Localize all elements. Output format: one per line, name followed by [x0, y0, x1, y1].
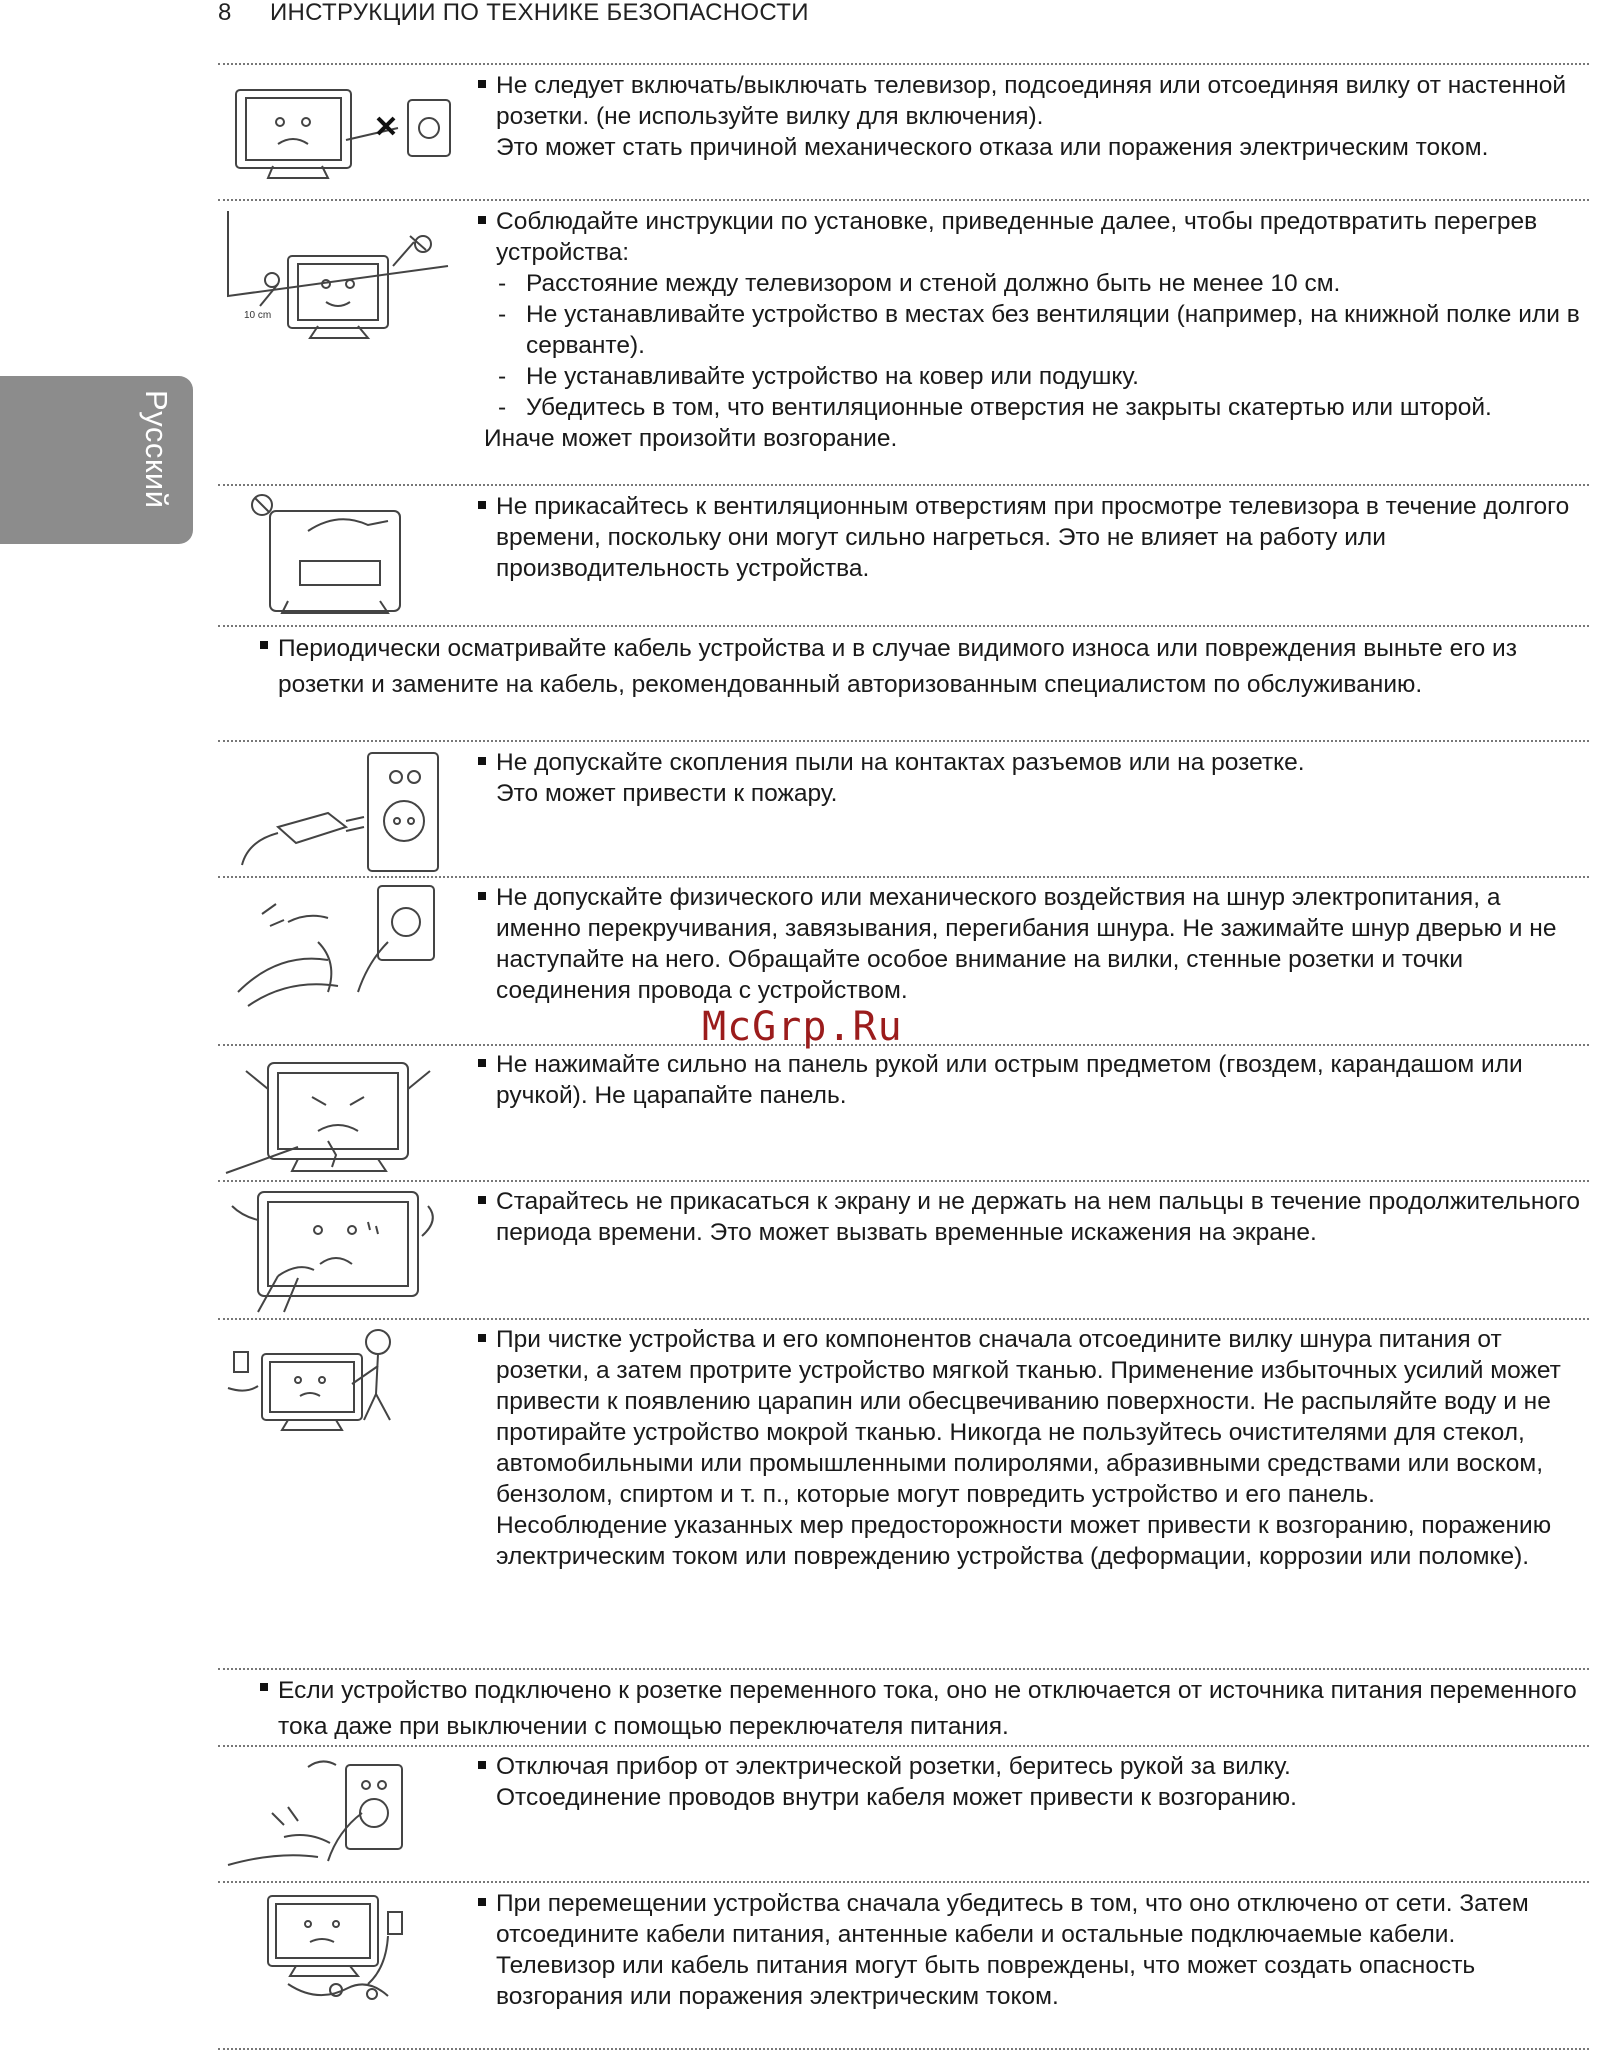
unplug-illustration — [218, 1751, 458, 1879]
item-paragraph: Периодически осматривайте кабель устройства и в случае видимого износа или повреждения выньте его из розетки и замените на кабель, рекомендованный авторизованным специалистом по обслуживанию. — [258, 631, 1589, 703]
item-paragraph: Не допускайте физического или механического воздействия на шнур электропитания, а именно перекручивания, завязывания, перегибания шнура. Не зажимайте шнур дверью и не наступайте на него. Обращайте особое внимание на вилки, стенные розетки и точки соединения провода с устройством. — [476, 882, 1589, 1006]
safety-item — [218, 1751, 1589, 1879]
item-paragraph: Не допускайте скопления пыли на контактах разъемов или на розетке. — [476, 747, 1589, 778]
page-title: ИНСТРУКЦИИ ПО ТЕХНИКЕ БЕЗОПАСНОСТИ — [270, 0, 809, 26]
language-tab — [0, 376, 193, 544]
separator — [218, 1318, 1589, 1320]
safety-item — [218, 1186, 1589, 1316]
safety-item — [218, 70, 1589, 195]
safety-item — [218, 1049, 1589, 1179]
safety-item — [218, 1673, 1589, 1745]
tv-ventilation-illustration — [218, 206, 458, 346]
item-text — [476, 1186, 1589, 1248]
item-paragraph: Соблюдайте инструкции по установке, приведенные далее, чтобы предотвратить перегрев устройства: — [476, 206, 1589, 268]
item-paragraph: Если устройство подключено к розетке переменного тока, оно не отключается от источника питания переменного тока даже при выключении с помощью переключателя питания. — [258, 1673, 1589, 1745]
separator — [218, 1668, 1589, 1670]
item-paragraph: Иначе может произойти возгорание. — [484, 425, 898, 452]
separator — [218, 625, 1589, 627]
safety-item — [218, 206, 1589, 481]
separator — [218, 740, 1589, 742]
safety-item — [218, 882, 1589, 1042]
item-paragraph: При чистке устройства и его компонентов сначала отсоедините вилку шнура питания от розетки, а затем протрите устройство мягкой тканью. Применение избыточных усилий может привести к появлению царапин или обесцвечиванию поверхности. Не распыляйте воду и не протирайте устройство мокрой тканью. Никогда не пользуйтесь очистителями для стекол, автомобильными или промышленными полиролями, абразивными средствами или воском, бензолом, спиртом и т. п., которые могут повредить устройство и его панель. — [476, 1324, 1589, 1510]
item-text — [258, 631, 1589, 703]
item-paragraph: Старайтесь не прикасаться к экрану и не держать на нем пальцы в течение продолжительного периода времени. Это может вызвать временные искажения на экране. — [476, 1186, 1589, 1248]
watermark: McGrp.Ru — [702, 1004, 903, 1050]
item-paragraph: Несоблюдение указанных мер предосторожности может привести к возгоранию, поражению электрическим током или повреждению устройства (деформации, коррозии или поломке). — [496, 1512, 1552, 1570]
item-text — [476, 1751, 1589, 1813]
item-paragraph: Это может стать причиной механического отказа или поражения электрическим током. — [496, 134, 1489, 161]
separator — [218, 199, 1589, 201]
tv-plug-illustration — [218, 70, 458, 190]
safety-item — [218, 491, 1589, 621]
item-text — [476, 882, 1589, 1006]
safety-item — [218, 747, 1589, 875]
separator — [218, 1180, 1589, 1182]
moving-tv-illustration — [218, 1888, 458, 2008]
item-text — [476, 491, 1589, 584]
item-paragraph: Не следует включать/выключать телевизор, подсоединяя или отсоединяя вилку от настенной розетки. (не используйте вилку для включения). — [476, 70, 1589, 132]
item-text — [476, 747, 1589, 809]
item-paragraph: Телевизор или кабель питания могут быть повреждены, что может создать опасность возгорания или поражения электрическим током. — [496, 1952, 1476, 2010]
cleaning-illustration — [218, 1324, 458, 1454]
item-paragraph: Не нажимайте сильно на панель рукой или острым предметом (гвоздем, карандашом или ручкой). Не царапайте панель. — [476, 1049, 1589, 1111]
item-text — [476, 206, 1589, 454]
safety-item — [218, 1888, 1589, 2046]
page-header — [218, 0, 809, 26]
separator — [218, 876, 1589, 878]
clearance-label: 10 cm — [244, 310, 272, 321]
language-tab-label: Русский — [139, 390, 174, 509]
dusty-socket-illustration — [218, 747, 458, 875]
power-cord-illustration — [218, 882, 458, 1017]
separator — [218, 63, 1589, 65]
item-list-entry: - Расстояние между телевизором и стеной должно быть не менее 10 см. — [476, 268, 1589, 299]
item-paragraph: Это может привести к пожару. — [496, 780, 838, 807]
separator — [218, 1044, 1589, 1046]
item-text — [476, 1049, 1589, 1111]
safety-item — [218, 631, 1589, 739]
separator — [218, 1745, 1589, 1747]
item-text — [476, 1324, 1589, 1572]
item-text — [258, 1673, 1589, 1745]
vent-heat-illustration — [218, 491, 458, 621]
panel-pressure-illustration — [218, 1049, 458, 1179]
separator — [218, 2048, 1589, 2050]
item-list-entry: - Не устанавливайте устройство на ковер или подушку. — [476, 361, 1589, 392]
item-text — [476, 70, 1589, 163]
separator — [218, 1881, 1589, 1883]
separator — [218, 484, 1589, 486]
item-text — [476, 1888, 1589, 2012]
item-paragraph: Отсоединение проводов внутри кабеля может привести к возгоранию. — [496, 1784, 1297, 1811]
page-number: 8 — [218, 0, 232, 26]
item-list-entry: - Не устанавливайте устройство в местах без вентиляции (например, на книжной полке или в серванте). — [476, 299, 1589, 361]
safety-item — [218, 1324, 1589, 1666]
item-paragraph: При перемещении устройства сначала убедитесь в том, что оно отключено от сети. Затем отсоедините кабели питания, антенные кабели и остальные подключаемые кабели. — [476, 1888, 1589, 1950]
item-paragraph: Отключая прибор от электрической розетки, беритесь рукой за вилку. — [476, 1751, 1589, 1782]
item-paragraph: Не прикасайтесь к вентиляционным отверстиям при просмотре телевизора в течение долгого времени, поскольку они могут сильно нагреться. Это не влияет на работу или производительность устройства. — [476, 491, 1589, 584]
item-list-entry: - Убедитесь в том, что вентиляционные отверстия не закрыты скатертью или шторой. — [476, 392, 1589, 423]
screen-touch-illustration — [218, 1186, 458, 1316]
